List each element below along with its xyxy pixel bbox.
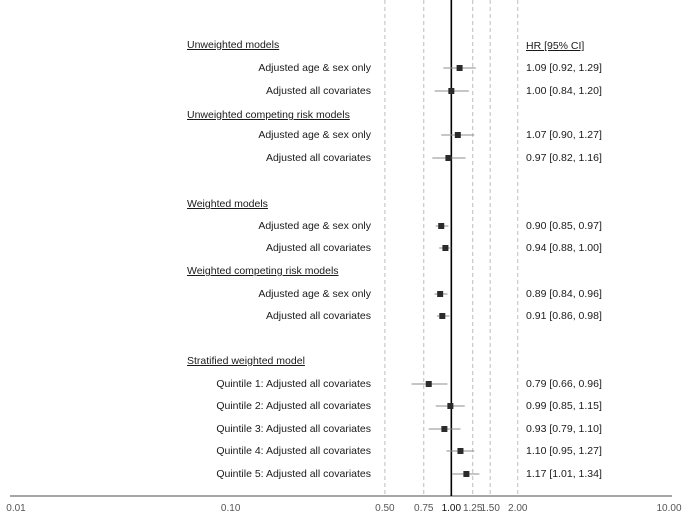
hr-marker <box>463 471 469 477</box>
hr-value: 0.99 [0.85, 1.15] <box>526 400 602 412</box>
hr-value: 0.89 [0.84, 0.96] <box>526 288 602 300</box>
hr-value: 0.91 [0.86, 0.98] <box>526 310 602 322</box>
group-header: Weighted models <box>187 198 268 210</box>
hr-value: 1.07 [0.90, 1.27] <box>526 129 602 141</box>
row-label: Adjusted age & sex only <box>258 288 371 300</box>
hr-value: 0.97 [0.82, 1.16] <box>526 152 602 164</box>
x-tick-label: 1.00 <box>441 503 462 514</box>
row-label: Adjusted all covariates <box>265 242 371 254</box>
group-header: Stratified weighted model <box>187 355 305 367</box>
hr-value: 0.93 [0.79, 1.10] <box>526 423 602 435</box>
hr-marker <box>438 223 444 229</box>
hr-marker <box>457 448 463 454</box>
x-tick-label: 0.50 <box>375 503 395 514</box>
hr-marker <box>455 132 461 138</box>
x-tick-label: 1.25 <box>462 503 483 514</box>
hr-marker <box>447 403 453 409</box>
group-header: Unweighted competing risk models <box>187 109 350 121</box>
hr-value: 0.94 [0.88, 1.00] <box>526 242 602 254</box>
row-label: Adjusted age & sex only <box>258 220 371 232</box>
row-label: Quintile 3: Adjusted all covariates <box>216 423 371 435</box>
hr-value: 0.79 [0.66, 0.96] <box>526 378 602 390</box>
hr-marker <box>448 88 454 94</box>
hr-value: 0.90 [0.85, 0.97] <box>526 220 602 232</box>
group-header: Unweighted models <box>187 39 280 51</box>
hr-value: 1.10 [0.95, 1.27] <box>526 445 602 457</box>
hr-marker <box>441 426 447 432</box>
row-label: Adjusted all covariates <box>265 85 371 97</box>
x-tick-label: 2.00 <box>508 503 528 514</box>
hr-value: 1.17 [1.01, 1.34] <box>526 468 602 480</box>
hr-marker <box>439 313 445 319</box>
x-tick-label: 0.75 <box>414 503 434 514</box>
x-tick-label: 10.00 <box>656 503 682 514</box>
hr-marker <box>457 65 463 71</box>
row-label: Adjusted all covariates <box>265 152 371 164</box>
row-label: Quintile 2: Adjusted all covariates <box>216 400 371 412</box>
row-label: Quintile 4: Adjusted all covariates <box>216 445 371 457</box>
row-label: Quintile 1: Adjusted all covariates <box>216 378 371 390</box>
x-tick-label: 0.01 <box>6 503 26 514</box>
row-label: Adjusted age & sex only <box>258 129 371 141</box>
row-label: Adjusted all covariates <box>265 310 371 322</box>
hr-column-header: HR [95% CI] <box>526 40 585 52</box>
row-label: Quintile 5: Adjusted all covariates <box>216 468 371 480</box>
hr-marker <box>437 291 443 297</box>
x-tick-label: 0.10 <box>220 503 241 514</box>
hr-value: 1.00 [0.84, 1.20] <box>526 85 602 97</box>
hr-marker <box>442 245 448 251</box>
hr-marker <box>445 155 451 161</box>
hr-value: 1.09 [0.92, 1.29] <box>526 62 602 74</box>
group-header: Weighted competing risk models <box>187 265 339 277</box>
row-label: Adjusted age & sex only <box>258 62 371 74</box>
hr-marker <box>426 381 432 387</box>
x-tick-label: 1.50 <box>480 503 500 514</box>
